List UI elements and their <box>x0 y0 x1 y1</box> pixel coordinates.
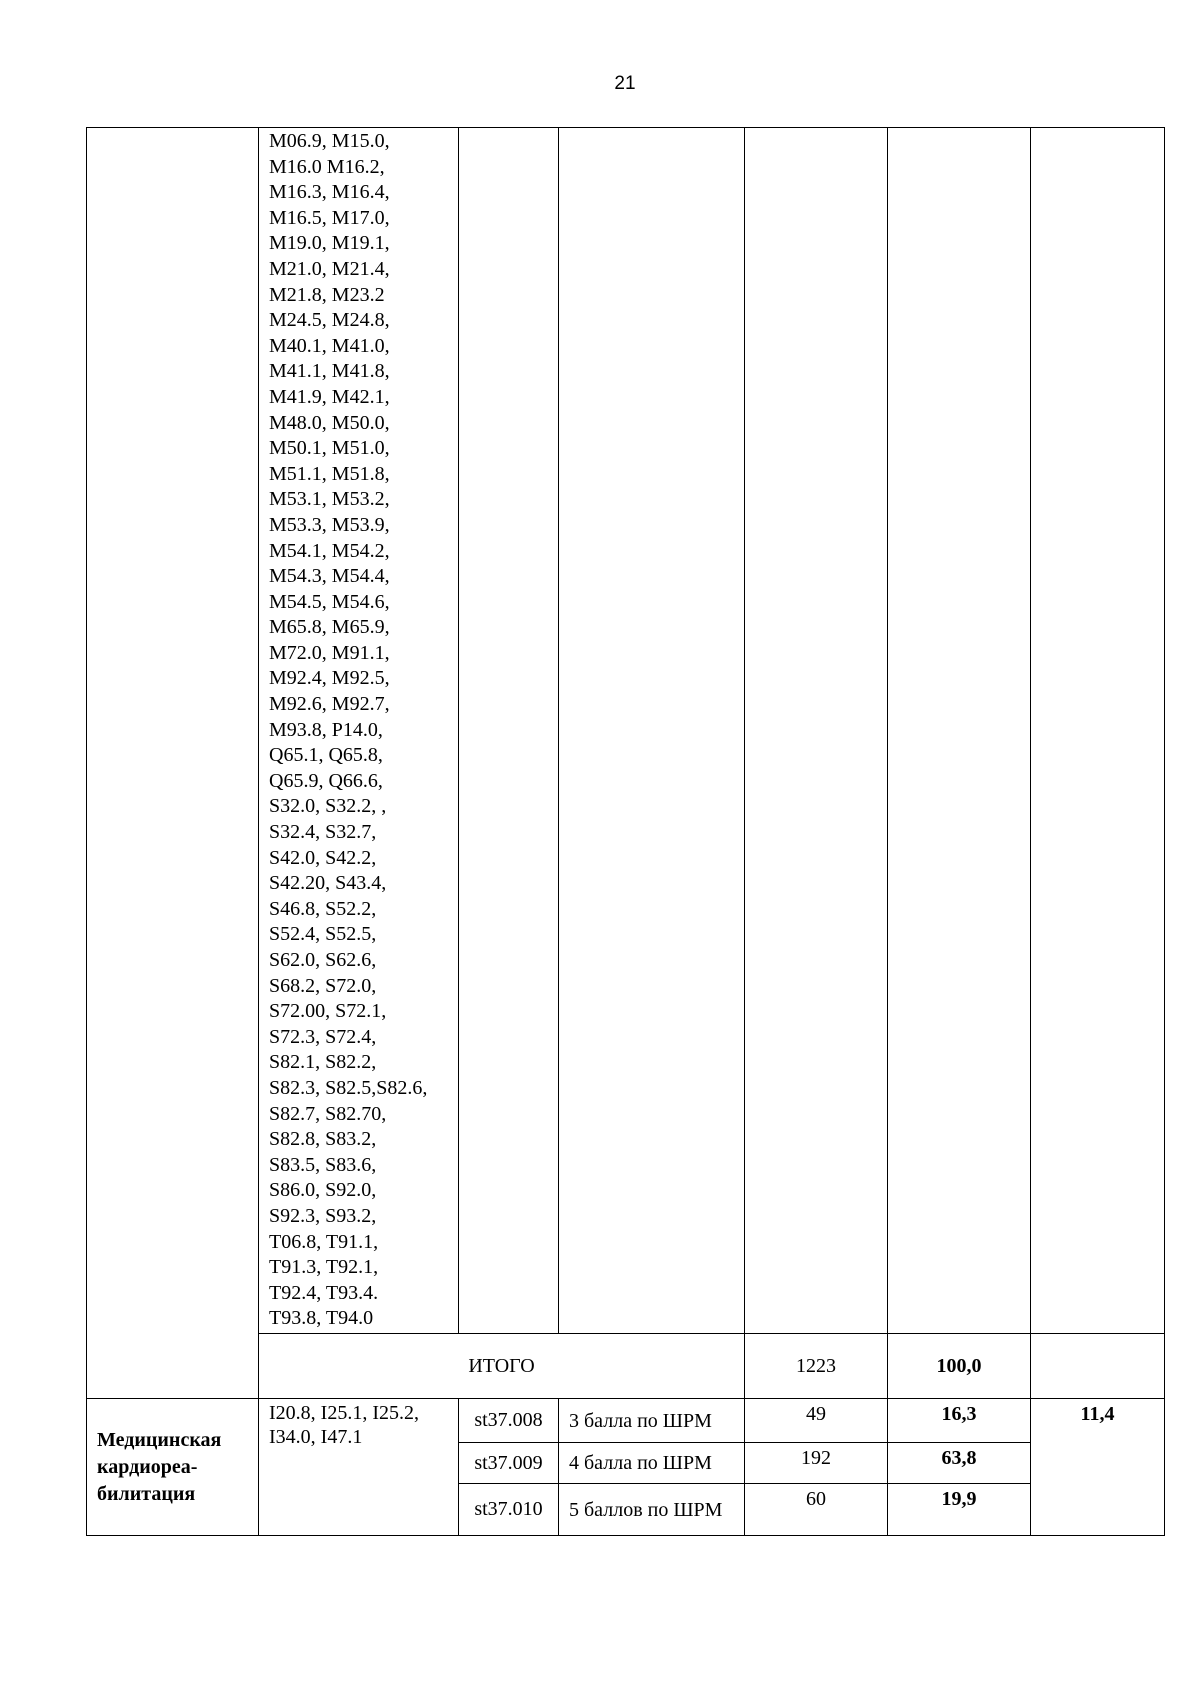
diagnosis-code-line: S82.7, S82.70, <box>269 1102 387 1125</box>
group-desc-cell-empty <box>559 128 745 1334</box>
diagnosis-code-line: S72.00, S72.1, <box>269 1000 387 1023</box>
diagnosis-code-line: S46.8, S52.2, <box>269 897 377 920</box>
diagnosis-code-line: M48.0, M50.0, <box>269 411 390 434</box>
diagnosis-code-line: S42.0, S42.2, <box>269 846 377 869</box>
cardio-group-code-3: st37.010 <box>459 1484 559 1536</box>
diagnosis-code-line: M41.1, M41.8, <box>269 360 390 383</box>
diagnosis-code-line: M24.5, M24.8, <box>269 309 390 332</box>
share-cell-empty <box>1031 128 1165 1334</box>
total-share-empty <box>1031 1334 1165 1399</box>
total-cases: 1223 <box>745 1334 888 1399</box>
cardio-group-code-1: st37.008 <box>459 1399 559 1443</box>
continuation-row <box>87 128 1165 1334</box>
cardio-percent-2: 63,8 <box>888 1443 1031 1484</box>
diagnosis-code-line: S83.5, S83.6, <box>269 1153 377 1176</box>
diagnosis-code-line: S92.3, S93.2, <box>269 1204 377 1227</box>
diagnosis-code-line: M54.3, M54.4, <box>269 565 390 588</box>
diagnosis-code-line: Q65.9, Q66.6, <box>269 769 383 792</box>
diagnosis-code-line: M93.8, P14.0, <box>269 718 383 741</box>
diagnosis-code-line: S32.4, S32.7, <box>269 821 377 844</box>
total-percent: 100,0 <box>888 1334 1031 1399</box>
percent-cell-empty <box>888 128 1031 1334</box>
cardio-cases-1: 49 <box>745 1399 888 1443</box>
cardio-cases-3: 60 <box>745 1484 888 1536</box>
diagnosis-code-line: M06.9, M15.0, <box>269 130 390 152</box>
cardio-group-desc-3: 5 баллов по ШРМ <box>559 1484 745 1536</box>
diagnosis-code-line: S68.2, S72.0, <box>269 974 377 997</box>
diagnosis-code-line: S62.0, S62.6, <box>269 949 377 971</box>
diagnosis-code-line: M54.1, M54.2, <box>269 539 390 562</box>
cardio-percent-3: 19,9 <box>888 1484 1031 1536</box>
diagnosis-code-line: M72.0, M91.1, <box>269 641 390 664</box>
diagnosis-code-line: M16.3, M16.4, <box>269 181 390 204</box>
cardio-group-desc-1: 3 балла по ШРМ <box>559 1399 745 1443</box>
diagnosis-code-line: S82.3, S82.5,S82.6, <box>269 1076 428 1099</box>
diagnosis-code-line: M16.5, M17.0, <box>269 206 390 229</box>
diagnosis-code-line: M21.0, M21.4, <box>269 257 390 280</box>
diagnosis-code-line: M53.3, M53.9, <box>269 513 390 536</box>
diagnosis-code-line: S86.0, S92.0, <box>269 1179 377 1202</box>
diagnosis-code-line: M65.8, M65.9, <box>269 616 390 639</box>
cardio-diagnosis-codes: I20.8, I25.1, I25.2, I34.0, I47.1 <box>259 1399 459 1536</box>
diagnosis-code-line: S52.4, S52.5, <box>269 923 377 946</box>
diagnosis-code-line: M19.0, M19.1, <box>269 232 390 255</box>
diagnosis-code-line: S42.20, S43.4, <box>269 872 387 895</box>
diagnosis-code-line: T92.4, T93.4. <box>269 1281 379 1304</box>
diagnosis-codes-cell <box>259 128 459 1334</box>
diagnosis-code-line: M21.8, M23.2 <box>269 283 385 306</box>
cardio-row-1 <box>87 1399 1165 1443</box>
diagnosis-code-line: M40.1, M41.0, <box>269 334 390 357</box>
diagnosis-code-line: T93.8, T94.0 <box>269 1307 374 1330</box>
diagnosis-code-line: M51.1, M51.8, <box>269 462 390 485</box>
diagnosis-code-line: M53.1, M53.2, <box>269 488 390 511</box>
cardio-group-code-2: st37.009 <box>459 1443 559 1484</box>
page-number: 21 <box>614 73 636 94</box>
cases-cell-empty <box>745 128 888 1334</box>
diagnosis-code-line: M41.9, M42.1, <box>269 385 390 408</box>
diagnosis-code-line: M92.4, M92.5, <box>269 667 390 690</box>
diagnosis-code-line: S32.0, S32.2, , <box>269 795 387 818</box>
diagnosis-codes-list <box>269 129 454 1332</box>
diagnosis-code-line: S82.8, S83.2, <box>269 1128 377 1151</box>
diagnosis-code-line: M50.1, M51.0, <box>269 437 390 460</box>
cardio-group-desc-2: 4 балла по ШРМ <box>559 1443 745 1484</box>
diagnosis-code-line: T06.8, T91.1, <box>269 1230 379 1253</box>
diagnosis-code-line: M54.5, M54.6, <box>269 590 390 613</box>
cardio-percent-1: 16,3 <box>888 1399 1031 1443</box>
cardio-profile-name: Медицинская кардиореа-билитация <box>87 1399 259 1536</box>
statistics-table <box>86 127 1165 1536</box>
profile-cell-empty <box>87 128 259 1399</box>
diagnosis-code-line: T91.3, T92.1, <box>269 1256 379 1279</box>
total-label: ИТОГО <box>259 1334 745 1399</box>
diagnosis-code-line: M92.6, M92.7, <box>269 693 390 716</box>
diagnosis-code-line: Q65.1, Q65.8, <box>269 744 383 767</box>
group-code-cell-empty <box>459 128 559 1334</box>
diagnosis-code-line: S82.1, S82.2, <box>269 1051 377 1074</box>
cardio-total-value: 11,4 <box>1031 1399 1165 1536</box>
cardio-cases-2: 192 <box>745 1443 888 1484</box>
diagnosis-code-line: M16.0 M16.2, <box>269 155 385 178</box>
diagnosis-code-line: S72.3, S72.4, <box>269 1025 377 1048</box>
